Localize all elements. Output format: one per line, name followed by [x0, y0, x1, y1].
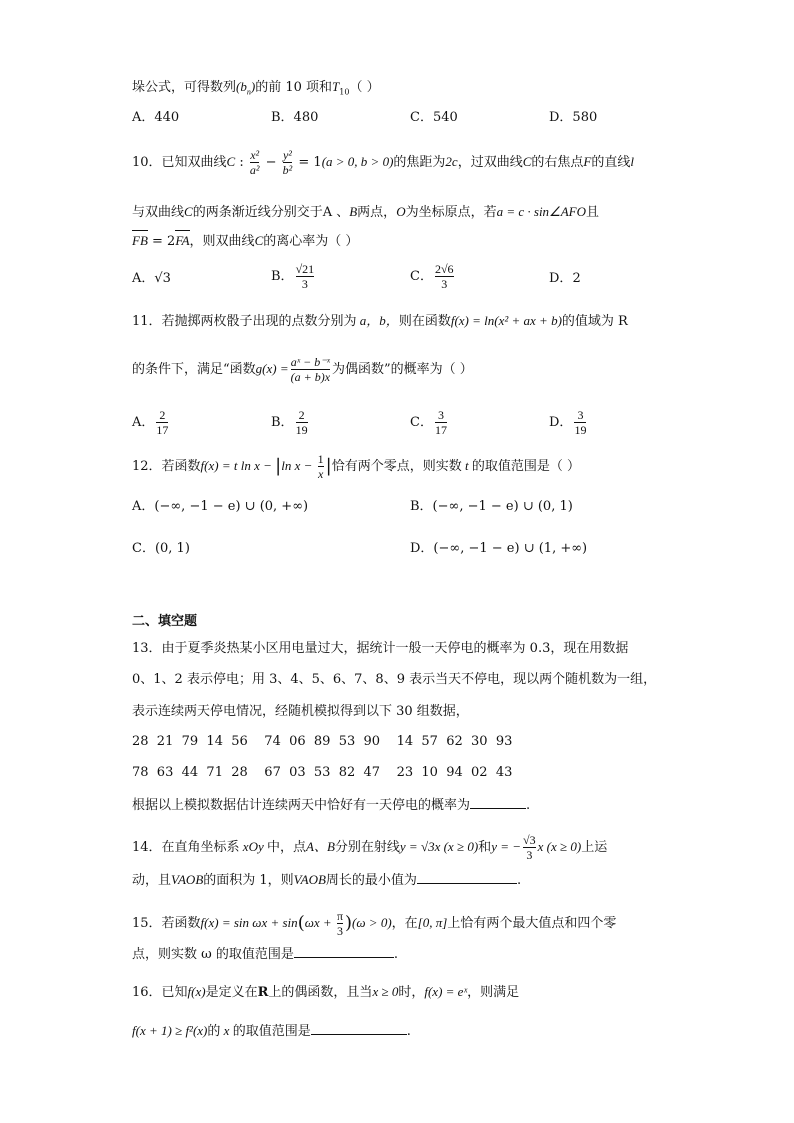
q15-answer-blank[interactable]	[294, 945, 394, 958]
q10-option-b: B． $\frac{√21}{3}$	[271, 262, 315, 291]
q12-option-b: B．(−∞, −1 − e) ∪ (0, 1)	[410, 499, 573, 514]
q9-option-a: A．440	[132, 110, 180, 125]
q11-line1: 11．若抛掷两枚骰子出现的点数分别为 a，b，则在函数f(x) = ln(x² + ax + b)的值域为 R	[132, 313, 628, 329]
q10-line3: FB = 2FA，则双曲线C的离心率为（ ）	[132, 233, 359, 249]
q10-option-c: C． $\frac{2√6}{3}$	[410, 262, 454, 291]
q14-answer-blank[interactable]	[417, 871, 517, 884]
q13-line4: 根据以上模拟数据估计连续两天中恰好有一天停电的概率为 .	[132, 798, 531, 813]
q9-option-d: D．580	[549, 110, 598, 125]
q12-option-a: A．(−∞, −1 − e) ∪ (0, +∞)	[132, 499, 309, 514]
q13-answer-blank[interactable]	[470, 796, 526, 809]
section-heading: 二、填空题	[132, 614, 198, 629]
q16-answer-blank[interactable]	[311, 1022, 407, 1035]
q13-line1: 13．由于夏季炎热某小区用电量过大，据统计一般一天停电的概率为 0.3，现在用数据	[132, 641, 629, 656]
q16-line2: f(x + 1) ≥ f²(x)的 x 的取值范围是 .	[132, 1023, 411, 1039]
q11-option-d: D． $\frac{3}{19}$	[549, 408, 587, 437]
q11-line2: 的条件下，满足“函数g(x) = $\frac{\text{aˣ − b⁻ˣ}}{(a + b)x}$ 为偶函数”的概率为（ ）	[132, 355, 473, 384]
q11-option-b: B． $\frac{2}{19}$	[271, 408, 308, 437]
q15-line1: 15．若函数f(x) = sin ωx + sin(ωx + $\frac{\pi}{3}$ )(ω > 0)，在[0, π]上恰有两个最大值点和四个零	[132, 909, 617, 938]
q13-data-row-2: 78 63 44 71 28 67 03 53 82 47 23 10 94 02 43	[132, 765, 513, 780]
q16-line1: 16．已知f(x)是定义在R上的偶函数，且当x ≥ 0时，f(x) = eˣ，则满足	[132, 984, 520, 1000]
q15-line2: 点，则实数 ω 的取值范围是 .	[132, 947, 399, 962]
q14-line1: 14．在直角坐标系 xOy 中，点A、B分别在射线y = √3x (x ≥ 0)和y = − $\frac{√3}{3}$ x (x ≥ 0)上运	[132, 833, 608, 862]
q9-option-c: C．540	[410, 110, 458, 125]
q10-option-a: A．√3	[132, 271, 171, 286]
q11-option-c: C． $\frac{3}{17}$	[410, 408, 447, 437]
q9-tail: 垛公式，可得数列$(b_n)$的前 10 项和$T_{10}$（ ）	[132, 79, 380, 97]
q9-option-b: B．480	[271, 110, 319, 125]
q12-line1: 12．若函数f(x) = t ln x − |ln x − $\frac{1}{x}$ |恰有两个零点，则实数 t 的取值范围是（ ）	[132, 452, 580, 481]
q10-line1: 10．已知双曲线C : $\frac{\text{x²}}{\text{a²}}$ − $\frac{\text{y²}}{\text{b²}}$ = 1(a > 0, b > 0)的焦距为2c，过双曲线C的右焦点F的直线l	[132, 148, 634, 177]
q12-option-c: C．(0, 1)	[132, 541, 190, 556]
q14-line2: 动，且VAOB的面积为 1，则VAOB周长的最小值为 .	[132, 872, 522, 888]
q10-option-d: D．2	[549, 271, 581, 286]
q12-option-d: D．(−∞, −1 − e) ∪ (1, +∞)	[410, 541, 588, 556]
q13-line2: 0、1、2 表示停电；用 3、4、5、6、7、8、9 表示当天不停电，现以两个随机数为一组，	[132, 672, 657, 687]
q11-option-a: A． $\frac{2}{17}$	[132, 408, 169, 437]
q10-line2: 与双曲线C的两条渐近线分别交于A 、B两点，O为坐标原点，若a = c · sin∠AFO且	[132, 204, 599, 220]
q13-line3: 表示连续两天停电情况，经随机模拟得到以下 30 组数据，	[132, 704, 469, 719]
q13-data-row-1: 28 21 79 14 56 74 06 89 53 90 14 57 62 30 93	[132, 734, 513, 749]
